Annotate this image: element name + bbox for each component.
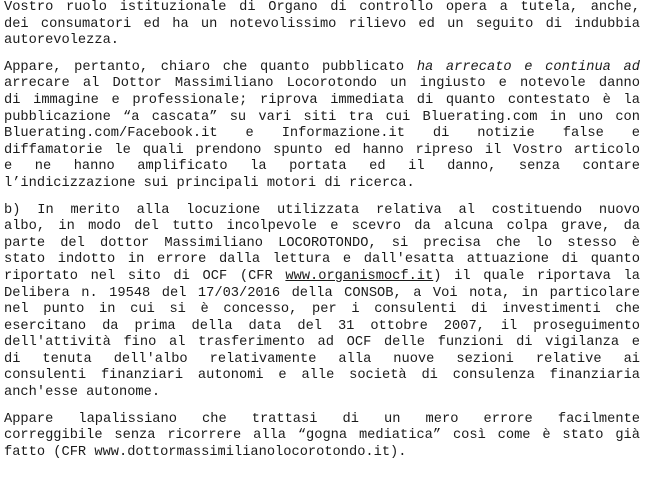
organismocf-link[interactable]: www.organismocf.it [285,268,434,284]
paragraph-1 [4,0,640,50]
text-line-with-italic [4,60,640,77]
document-page [4,0,640,461]
text-line: l’indicizzazione sui principali motori di ricerca. [4,175,415,191]
text-line: di tenuta dell'albo relativamente alla nuove sezioni relative ai [4,351,640,367]
text-line: consulenti finanziari autonomi e alle società di consulenza finanziaria [4,368,640,384]
text-line: correggibile senza ricorrere alla “gogna mediatica” così come è stato già [4,428,640,444]
text-prefix: Appare, pertanto, chiaro che quanto pubblicato [4,59,417,75]
text-line: stato indotto in errore dalla lettura e dall'esatta attuazione di quanto [4,252,640,268]
text-line: diffamatorie le quali prendono spunto ed hanno ripreso il Vostro articolo [4,142,640,158]
text-line: Delibera n. 19548 del 17/03/2016 della CONSOB, a Voi nota, in particolare [4,285,640,301]
italic-phrase: ha arrecato e continua ad [416,59,640,75]
text-line: nel punto in cui si è concesso, per i consulenti di investimenti che [4,302,640,318]
text-line: Bluerating.com/Facebook.it e Informazione.it di notizie false e [4,126,640,142]
text-line: albo, in modo del tutto incolpevole e scevro da alcuna colpa grave, da [4,219,640,235]
text-line: b) In merito alla locuzione utilizzata relativa al costituendo nuovo [4,202,640,218]
text-line: Appare lapalissiano che trattasi di un mero errore facilmente [4,411,640,427]
text-line: di immagine e professionale; riprova immediata di quanto contestato è la [4,92,640,108]
text-line: parte del dottor Massimiliano LOCOROTONDO, si precisa che lo stesso è [4,235,640,251]
paragraph-4 [4,412,640,462]
text-prefix: riportato nel sito di OCF (CFR [4,268,286,284]
text-line: esercitano da prima della data del 31 ottobre 2007, il proseguimento [4,318,640,334]
text-line: anch'esse autonome. [4,385,161,401]
text-line: dell'attività fino al trasferimento ad OCF delle funzioni di vigilanza e [4,335,640,351]
text-line: autorevolezza. [4,33,119,49]
text-line: fatto (CFR www.dottormassimilianolocorotondo.it). [4,444,407,460]
text-line-with-link [4,269,640,286]
text-line: e ne hanno amplificato la portata ed il danno, senza contare [4,159,640,175]
text-line: dei consumatori ed ha un notevolissimo rilievo ed un seguito di indubbia [4,16,640,32]
paragraph-2 [4,60,640,193]
text-line: pubblicazione “a cascata” su vari siti tra cui Bluerating.com in uno con [4,109,640,125]
text-line: Vostro ruolo istituzionale di Organo di controllo opera a tutela, anche, [4,0,640,15]
paragraph-3 [4,203,640,402]
text-suffix: ) il quale riportava la [433,268,640,284]
text-line: arrecare al Dottor Massimiliano Locorotondo un ingiusto e notevole danno [4,76,640,92]
